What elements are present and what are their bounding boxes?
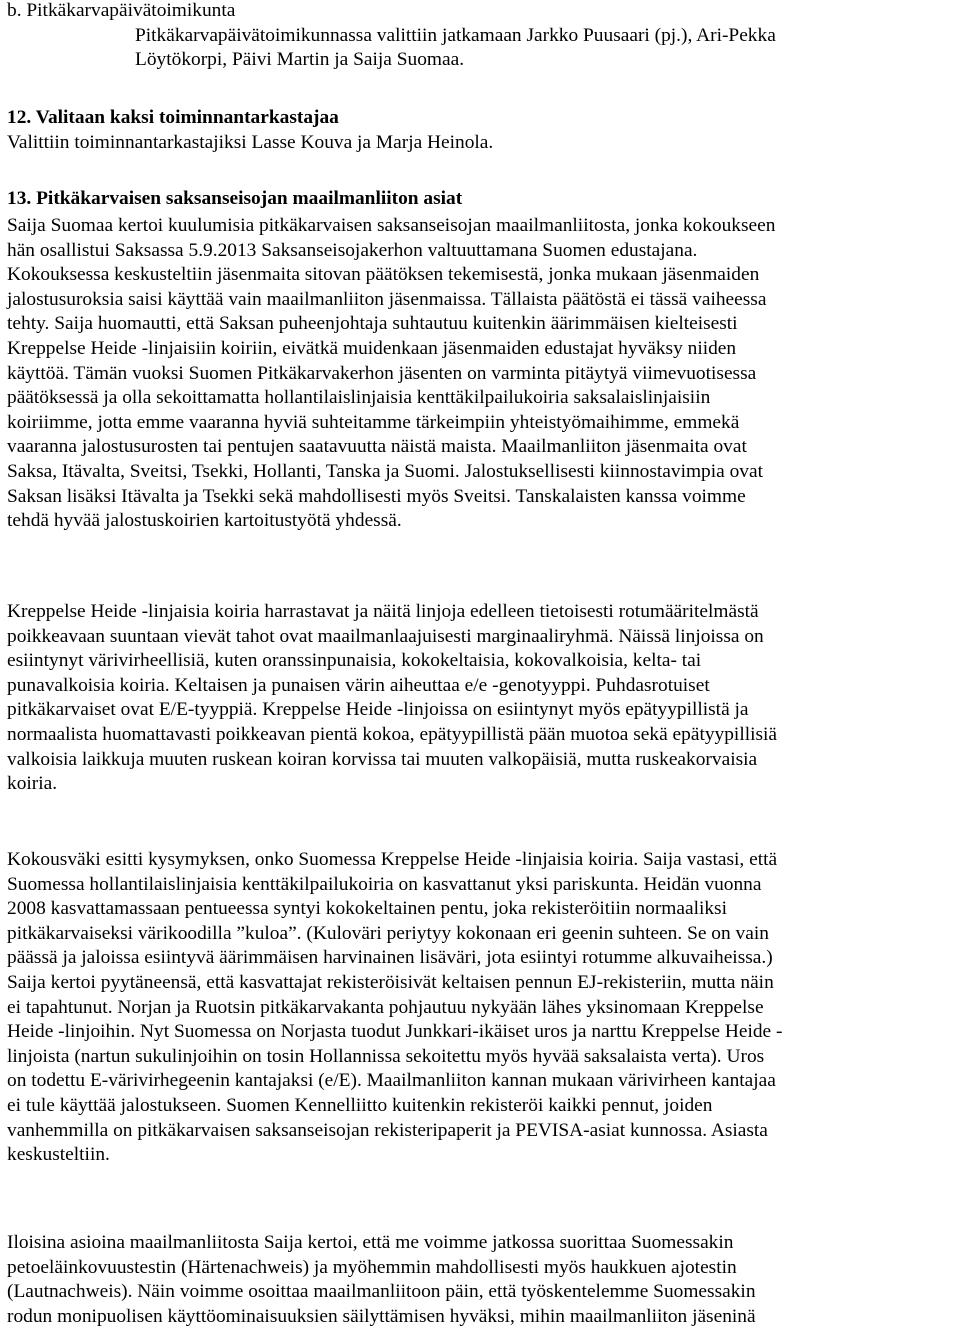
text-line: tehdä hyvää jalostuskoirien kartoitustyötä yhdessä. bbox=[7, 510, 402, 532]
section-13-heading: 13. Pitkäkarvaisen saksanseisojan maailmanliiton asiat bbox=[7, 188, 463, 209]
text-line: Kreppelse Heide -linjaisiin koiriin, eivätkä muidenkaan jäsenmaiden edustajat hyväksy niiden bbox=[7, 337, 737, 359]
text-line: esiintynyt värivirheellisiä, kuten oranssinpunaisia, kokokeltaisia, kokovalkoisia, kelta- tai bbox=[7, 650, 702, 672]
text-line: Kokouksessa keskusteltiin jäsenmaita sitovan päätöksen tekemisestä, jonka mukaan jäsenmaiden bbox=[7, 264, 760, 286]
text-line: vaaranna jalostusurosten tai pentujen saatavuutta näistä maista. Maailmanliiton jäsenmaita ovat bbox=[7, 436, 747, 458]
text-line: poikkeavaan suuntaan vievät tahot ovat maailmanlaajuisesti marginaaliryhmä. Näissä linjoissa on bbox=[7, 625, 764, 647]
text-line: petoeläinkovuustestin (Härtenachweis) ja myöhemmin mahdollisesti myös haukkuen ajotestin bbox=[7, 1256, 737, 1278]
text-line: Pitkäkarvapäivätoimikunnassa valittiin jatkamaan Jarkko Puusaari (pj.), Ari-Pekka bbox=[135, 24, 776, 46]
text-line: hän osallistui Saksassa 5.9.2013 Saksanseisojakerhon valtuuttamana Suomen edustajana. bbox=[7, 239, 698, 261]
text-line: koiria. bbox=[7, 773, 58, 795]
text-line: Saksan lisäksi Itävalta ja Tsekki sekä mahdollisesti myös Sveitsi. Tanskalaisten kanssa voimme bbox=[7, 485, 746, 507]
text-line: linjoista (nartun sukulinjoihin on tosin Hollannissa sekoitettu myös hyvää saksalaista verta). Uros bbox=[7, 1045, 765, 1067]
text-line: Saija Suomaa kertoi kuulumisia pitkäkarvaisen saksanseisojan maailmanliitosta, jonka kokoukseen bbox=[7, 215, 776, 236]
text-line: jalostusuroksia saisi käyttää vain maailmanliiton jäsenmaissa. Tällaista päätöstä ei tässä vaiheessa bbox=[7, 288, 767, 310]
text-line: Saija kertoi pyytäneensä, että kasvattajat rekisteröisivät keltaisen pennun EJ-rekisteriin, mutta näin bbox=[7, 971, 774, 993]
section-13-paragraph-4 bbox=[7, 1231, 960, 1329]
text-line: (Lautnachweis). Näin voimme osoittaa maailmanliitoon päin, että työskentelemme Suomessakin bbox=[7, 1281, 756, 1303]
section-13-paragraph-3 bbox=[7, 848, 960, 1168]
section-12-heading: 12. Valitaan kaksi toiminnantarkastajaa bbox=[7, 107, 339, 128]
section-13-paragraph-2 bbox=[7, 600, 960, 797]
text-line: normaalista huomattavasti poikkeavan pientä kokoa, epätyypillistä pään muotoa sekä epätyypillisiä bbox=[7, 723, 778, 745]
text-line: Valittiin toiminnantarkastajiksi Lasse Kouva ja Marja Heinola. bbox=[7, 131, 494, 153]
text-line: Iloisina asioina maailmanliitosta Saija kertoi, että me voimme jatkossa suorittaa Suomessakin bbox=[7, 1232, 734, 1253]
text-line: koiriimme, jotta emme vaaranna hyviä suhteitamme tärkeimpiin yhteistyömaihimme, emmekä bbox=[7, 411, 740, 433]
text-line: 2008 kasvattamassaan pentueessa syntyi kokokeltainen pentu, joka rekisteröitiin normaaliksi bbox=[7, 898, 727, 920]
text-line: ei tapahtunut. Norjan ja Ruotsin pitkäkarvakanta pohjautuu nykyään lähes yksinomaan Kreppelse bbox=[7, 996, 764, 1018]
text-line: keskusteltiin. bbox=[7, 1144, 110, 1166]
text-line: Löytökorpi, Päivi Martin ja Saija Suomaa. bbox=[135, 49, 465, 71]
text-line: tehty. Saija huomautti, että Saksan puheenjohtaja suhtautuu kuitenkin äärimmäisen kielteisesti bbox=[7, 313, 738, 335]
text-line: Saksa, Itävalta, Sveitsi, Tsekki, Hollanti, Tanska ja Suomi. Jalostuksellisesti kiinnostavimpia ovat bbox=[7, 460, 763, 482]
text-line: Kreppelse Heide -linjaisia koiria harrastavat ja näitä linjoja edelleen tietoisesti rotumääritelmästä bbox=[7, 601, 759, 622]
section-13-paragraph-1 bbox=[7, 214, 960, 534]
section-b-body bbox=[135, 24, 960, 73]
text-line: päätöksessä ja olla sekoittamatta hollantilaislinjaisia kenttäkilpailukoiria saksalaislinjaisiin bbox=[7, 387, 711, 409]
text-line: päässä ja jaloissa esiintyvä äärimmäisen harvinainen lisäväri, jota esiintyi rotumme alkuvaiheissa.) bbox=[7, 947, 773, 969]
text-line: Kokousväki esitti kysymyksen, onko Suomessa Kreppelse Heide -linjaisia koiria. Saija vastasi, että bbox=[7, 849, 778, 870]
text-line: punavalkoisia koiria. Keltaisen ja punaisen värin aiheuttaa e/e -genotyyppi. Puhdasrotuiset bbox=[7, 674, 710, 696]
text-line: valkoisia laikkuja muuten ruskean koiran korvissa tai muuten valkopäisiä, mutta ruskeakorvaisia bbox=[7, 748, 758, 770]
text-line: ei tule käyttää jalostukseen. Suomen Kennelliitto kuitenkin rekisteröi kaikki pennut, joiden bbox=[7, 1094, 713, 1116]
section-12 bbox=[7, 106, 960, 155]
section-13 bbox=[7, 187, 960, 212]
text-line: Heide -linjoihin. Nyt Suomessa on Norjasta tuodut Junkkari-ikäiset uros ja narttu Kreppelse Heide - bbox=[7, 1021, 783, 1043]
text-line: rodun monipuolisen käyttöominaisuuksien säilyttämisen hyväksi, mihin maailmanliiton jäseninä bbox=[7, 1305, 756, 1327]
text-line: pitkäkarvaiseksi värikoodilla ”kuloa”. (Kuloväri periytyy kokonaan eri geenin suhteen. Se on vain bbox=[7, 922, 769, 944]
text-line: pitkäkarvaiset ovat E/E-tyyppiä. Kreppelse Heide -linjoissa on esiintynyt myös epätyypillistä ja bbox=[7, 699, 749, 721]
text-line: käyttöä. Tämän vuoksi Suomen Pitkäkarvakerhon jäsenten on varminta pitäytyä viimevuotisessa bbox=[7, 362, 757, 384]
text-line: vanhemmilla on pitkäkarvaisen saksanseisojan rekisteripaperit ja PEVISA-asiat kunnossa. Asiasta bbox=[7, 1119, 768, 1141]
text-line: on todettu E-värivirhegeenin kantajaksi (e/E). Maailmanliiton kannan mukaan värivirheen kantajaa bbox=[7, 1070, 776, 1092]
section-b bbox=[7, 0, 960, 24]
text-line: Suomessa hollantilaislinjaisia kenttäkilpailukoiria on kasvattanut yksi pariskunta. Heidän vuonna bbox=[7, 873, 762, 895]
section-b-heading: b. Pitkäkarvapäivätoimikunta bbox=[7, 0, 236, 21]
